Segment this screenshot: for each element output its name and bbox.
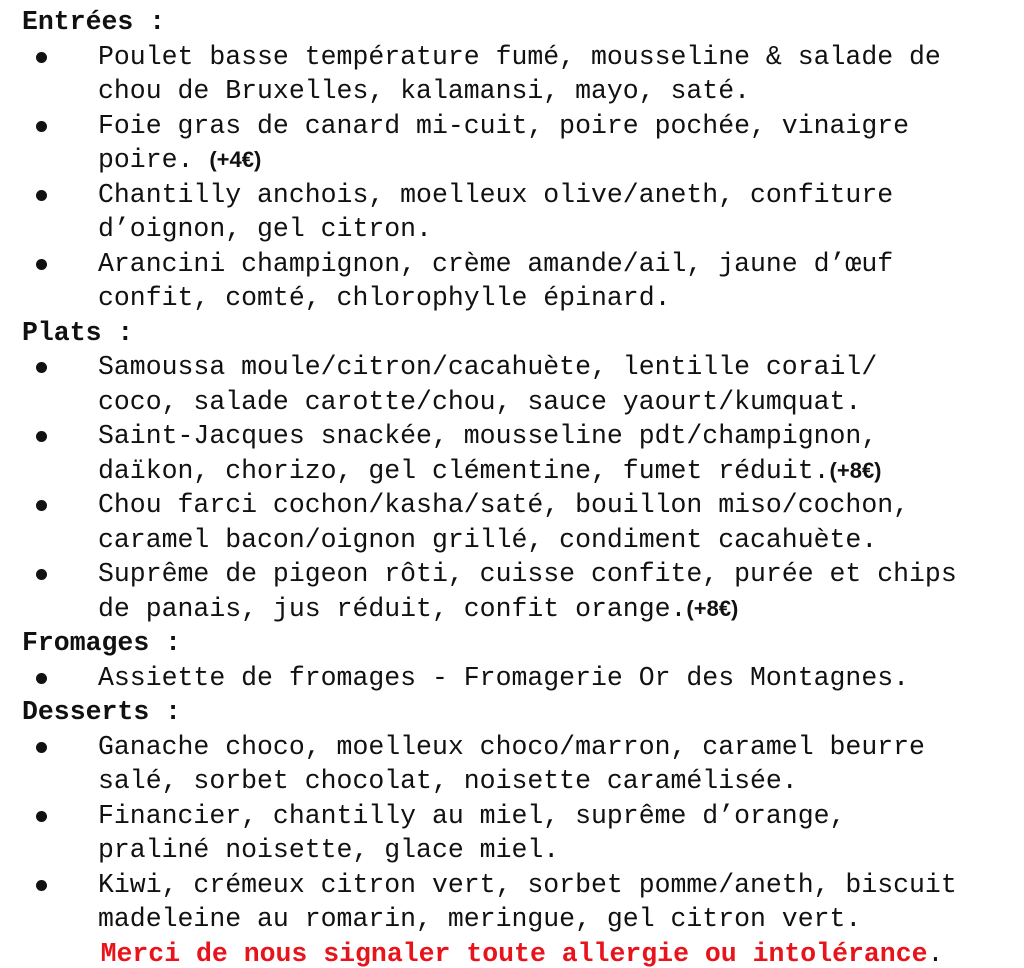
dish-line: [98, 143, 1022, 178]
dish-line: [98, 868, 1022, 903]
dish-text: confit, comté, chlorophylle épinard.: [98, 283, 671, 313]
bullet-icon: [36, 178, 48, 213]
bullet-icon: [36, 557, 48, 592]
section-title: Entrées :: [22, 7, 166, 37]
bullet-icon: [36, 350, 48, 385]
dish-text: Saint-Jacques snackée, mousseline pdt/champignon,: [98, 421, 878, 451]
dish-text: Suprême de pigeon rôti, cuisse confite, purée et chips: [98, 559, 957, 589]
dish-item: [22, 799, 1022, 868]
dish-item: [22, 661, 1022, 696]
dish-line: [98, 557, 1022, 592]
dish-item: [22, 40, 1022, 109]
dish-text: d’oignon, gel citron.: [98, 214, 432, 244]
dish-text: Ganache choco, moelleux choco/marron, caramel beurre: [98, 731, 925, 762]
dish-line: [98, 40, 1022, 75]
dish-line: [98, 247, 1022, 282]
dish-line: [98, 764, 1022, 799]
bullet-icon: [36, 868, 48, 903]
dish-line: [98, 109, 1022, 144]
dish-text: Foie gras de canard mi-cuit, poire pochée, vinaigre: [98, 110, 910, 141]
dish-list: [22, 40, 1024, 316]
dish-line: [98, 730, 1022, 765]
dish-line: [98, 523, 1022, 558]
dish-line: [98, 454, 1022, 489]
price-supplement: (+8€): [829, 457, 882, 483]
bullet-icon: [36, 247, 48, 282]
dish-line: [98, 902, 1022, 937]
bullet-icon: [36, 799, 48, 834]
dish-item: [22, 557, 1022, 626]
bullet-icon: [36, 109, 48, 144]
section-title: Plats :: [22, 317, 134, 348]
section-title: Desserts :: [22, 697, 182, 727]
dish-text: de panais, jus réduit, confit orange.: [98, 593, 687, 624]
dish-text: Financier, chantilly au miel, suprême d’orange,: [98, 800, 846, 831]
allergy-note-period: .: [927, 938, 944, 968]
dish-text: chou de Bruxelles, kalamansi, mayo, saté.: [98, 76, 751, 106]
dish-line: [98, 385, 1022, 420]
dish-text: praliné noisette, glace miel.: [98, 835, 560, 865]
dish-line: [98, 799, 1022, 834]
dish-item: [22, 868, 1022, 937]
dish-line: [98, 833, 1022, 868]
price-supplement: (+8€): [686, 595, 739, 621]
section-title: Fromages :: [22, 628, 182, 658]
dish-line: [98, 350, 1022, 385]
menu-sections: [22, 5, 1024, 937]
dish-text: Poulet basse température fumé, mousseline & salade de: [98, 41, 941, 72]
dish-text: salé, sorbet chocolat, noisette caramélisée.: [98, 766, 798, 796]
price-supplement: (+4€): [209, 147, 262, 172]
dish-text: Kiwi, crémeux citron vert, sorbet pomme/aneth, biscuit: [98, 869, 957, 900]
dish-item: [22, 350, 1022, 419]
dish-text: poire.: [98, 145, 210, 175]
dish-item: [22, 488, 1022, 557]
dish-text: coco, salade carotte/chou, sauce yaourt/kumquat.: [98, 386, 862, 417]
dish-text: daïkon, chorizo, gel clémentine, fumet réduit.: [98, 455, 830, 486]
dish-line: [98, 488, 1022, 523]
dish-text: Chantilly anchois, moelleux olive/aneth, confiture: [98, 179, 894, 210]
bullet-icon: [36, 661, 48, 696]
bullet-icon: [36, 40, 48, 75]
bullet-icon: [36, 730, 48, 765]
dish-item: [22, 730, 1022, 799]
dish-text: Arancini champignon, crème amande/ail, jaune d’œuf: [98, 248, 894, 279]
dish-line: [98, 212, 1022, 247]
dish-item: [22, 247, 1022, 316]
dish-text: Samoussa moule/citron/cacahuète, lentille corail/: [98, 352, 878, 382]
dish-text: Assiette de fromages - Fromagerie Or des Montagnes.: [98, 662, 910, 693]
dish-item: [22, 419, 1022, 488]
dish-line: [98, 281, 1022, 316]
dish-list: [22, 730, 1024, 937]
dish-line: [98, 592, 1022, 627]
dish-list: [22, 661, 1024, 696]
allergy-note: [22, 937, 1022, 968]
dish-item: [22, 109, 1022, 178]
dish-text: caramel bacon/oignon grillé, condiment cacahuète.: [98, 524, 878, 555]
dish-line: [98, 661, 1022, 696]
dish-line: [98, 419, 1022, 454]
dish-text: madeleine au romarin, meringue, gel citron vert.: [98, 904, 862, 934]
dish-list: [22, 350, 1024, 626]
bullet-icon: [36, 419, 48, 454]
allergy-note-text: Merci de nous signaler toute allergie ou intolérance: [100, 938, 928, 968]
bullet-icon: [36, 488, 48, 523]
dish-text: Chou farci cochon/kasha/saté, bouillon miso/cochon,: [98, 490, 910, 520]
dish-line: [98, 74, 1022, 109]
dish-line: [98, 178, 1022, 213]
dish-item: [22, 178, 1022, 247]
